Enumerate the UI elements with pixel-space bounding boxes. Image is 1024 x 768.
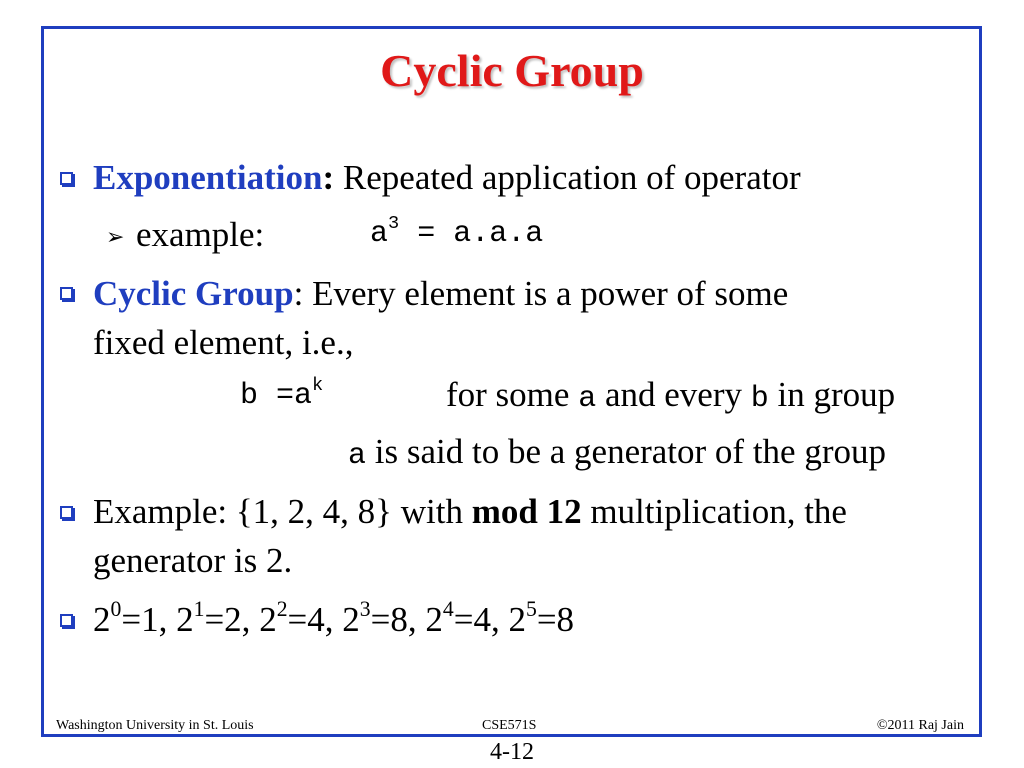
square-bullet-icon [60,287,73,300]
expr-rest: = a.a.a [399,217,544,251]
cond-var-b: b [750,382,769,416]
cond-text: for some [446,375,579,414]
eq-base: a [294,379,313,413]
bullet-text: Repeated application of operator [334,158,801,197]
power-base: 2 [259,600,277,639]
bullet-continuation: generator is 2. [93,541,293,580]
power-value: =1, [121,600,177,639]
gen-var: a [348,439,367,473]
footer-left: Washington University in St. Louis [56,718,254,733]
bullet-text: : Every element is a power of some [293,274,789,313]
gen-text: is said to be a generator of the group [366,432,886,471]
mod-12: mod 12 [471,492,582,531]
arrow-bullet-icon: ➢ [106,225,125,250]
term-colon: : [322,158,335,197]
example-text: Example: {1, 2, 4, 8} with [93,492,472,531]
eq-lhs: b = [240,379,295,413]
example-label: example: [136,215,265,254]
power-exponent: 5 [525,596,537,621]
footer-center: CSE571S [482,718,537,733]
power-exponent: 3 [359,596,371,621]
bullet-continuation: fixed element, i.e., [93,323,354,362]
power-base: 2 [425,600,443,639]
slide-title: Cyclic Group [380,45,644,96]
power-value: =4, [453,600,509,639]
equation [240,374,324,413]
power-value: =2, [204,600,260,639]
square-bullet-icon [60,172,73,185]
cond-text: and every [596,375,751,414]
page-number: 4-12 [490,739,534,765]
bullet-cyclic-group [93,276,788,311]
power-value: =8 [536,600,575,639]
term-exponentiation: Exponentiation [93,158,323,197]
power-exponent: 4 [442,596,454,621]
bullet-example [93,494,847,529]
term-cyclic-group: Cyclic Group [93,274,294,313]
power-exponent: 2 [276,596,288,621]
eq-exponent: k [312,374,324,396]
power-base: 2 [508,600,526,639]
power-base: 2 [342,600,360,639]
bullet-powers [93,596,575,639]
generator-statement [348,434,886,471]
cond-var-a: a [578,382,597,416]
power-value: =4, [287,600,343,639]
power-value: =8, [370,600,426,639]
equation-condition [446,377,895,414]
square-bullet-icon [60,506,73,519]
square-bullet-icon [60,614,73,627]
example-text: multiplication, the [581,492,847,531]
power-exponent: 0 [110,596,122,621]
expr-exponent: 3 [388,212,400,234]
bullet-exponentiation [93,160,801,195]
power-base: 2 [93,600,111,639]
example-expression [370,212,544,251]
power-exponent: 1 [193,596,205,621]
expr-base: a [370,217,389,251]
cond-text: in group [768,375,896,414]
footer-right: ©2011 Raj Jain [876,718,964,733]
power-base: 2 [176,600,194,639]
sub-bullet-example [136,217,264,252]
